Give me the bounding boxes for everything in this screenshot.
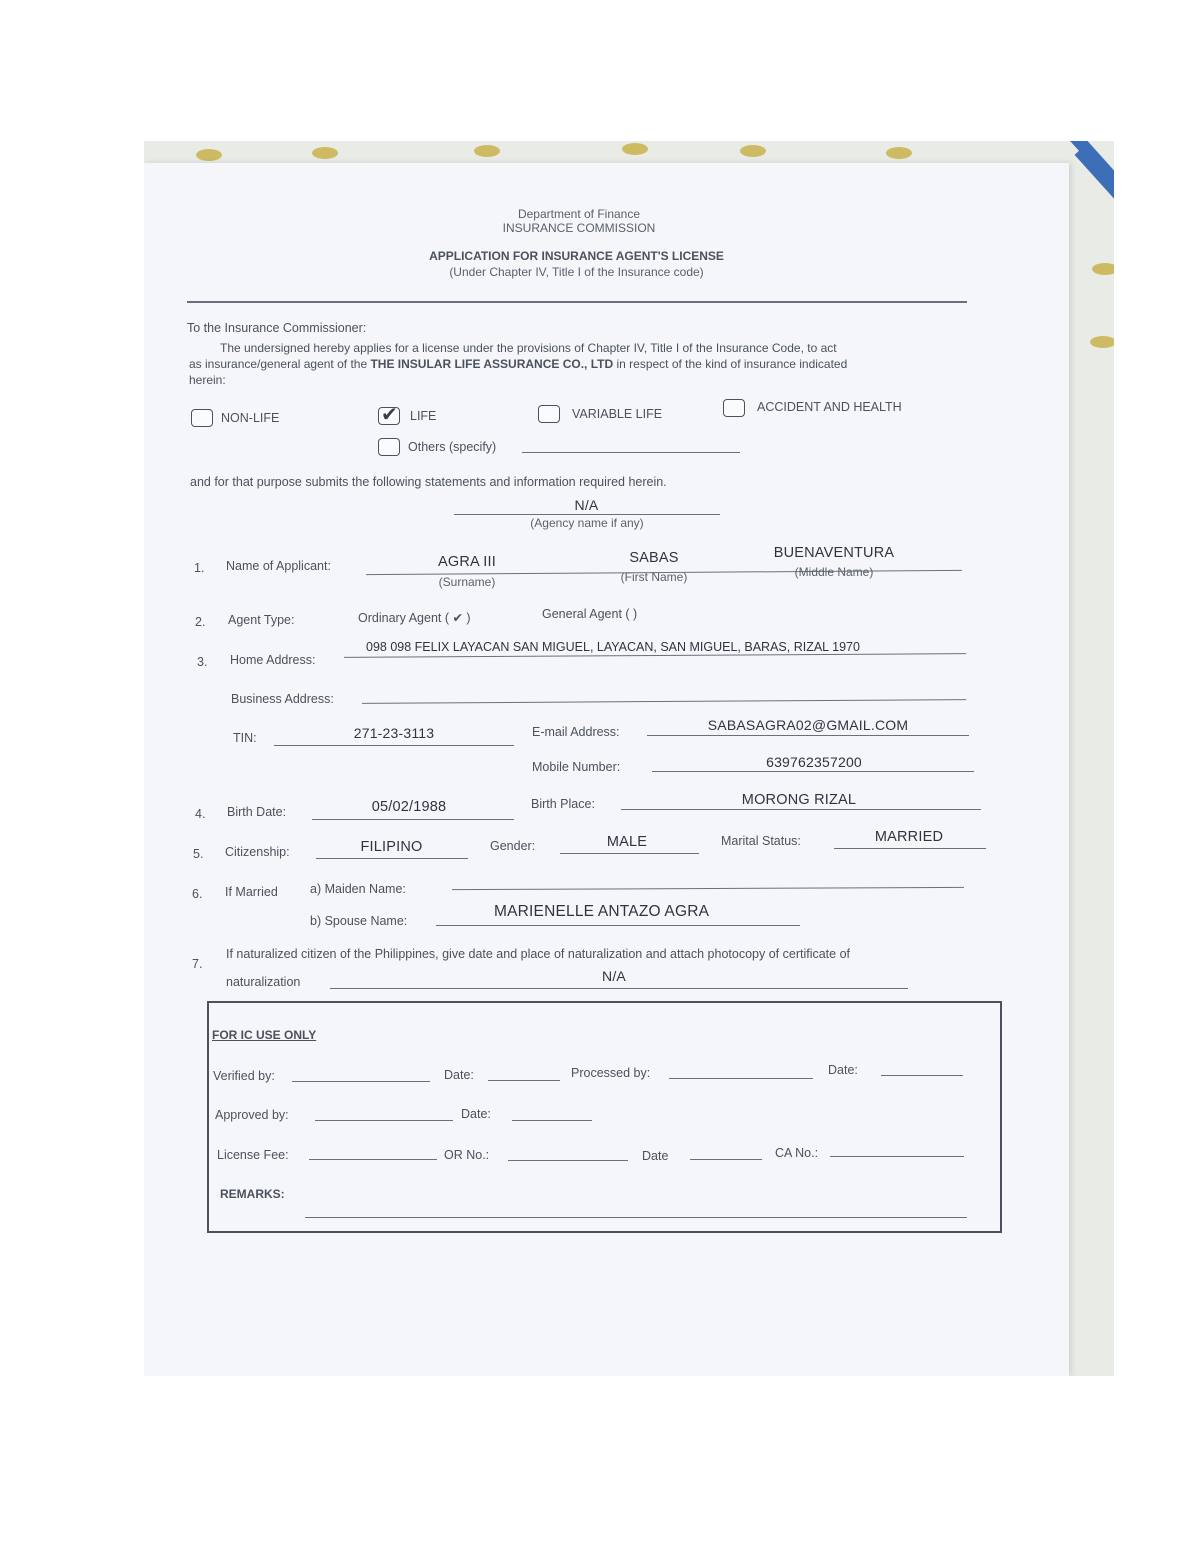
others-label: Others (specify) [408,440,497,454]
item-number-2: 2. [195,615,206,629]
table-dot [740,145,766,157]
birth-place-line [621,809,981,810]
approved-date-label: Date: [461,1107,491,1121]
table-dot [622,143,648,155]
variable-life-label: VARIABLE LIFE [572,407,663,421]
first-name-caption: (First Name) [620,570,688,584]
ic-use-only-title: FOR IC USE ONLY [212,1028,317,1042]
first-name-value: SABAS [629,550,679,566]
naturalization-value: N/A [602,968,626,984]
applicant-name-label: Name of Applicant: [226,559,331,573]
middle-name-caption: (Middle Name) [794,565,874,579]
form-title: APPLICATION FOR INSURANCE AGENT'S LICENSE [429,249,724,263]
marital-status-label: Marital Status: [721,834,801,848]
remarks-label: REMARKS: [220,1187,285,1201]
or-date-line [690,1159,762,1160]
mobile-line [652,771,974,772]
table-dot [1090,336,1114,348]
birth-date-line [312,819,514,820]
photo-background [144,141,1114,1376]
check-icon: ✔ [381,402,398,426]
ca-number-line [830,1156,964,1157]
naturalized-line-2: naturalization [226,975,301,989]
tin-line [274,745,514,746]
ca-number-label: CA No.: [775,1146,819,1160]
others-specify-line [522,452,740,453]
table-dot [196,149,222,161]
gender-label: Gender: [490,839,536,853]
agent-type-label: Agent Type: [228,613,295,627]
general-agent-option[interactable]: General Agent ( ) [542,607,638,621]
form-subtitle: (Under Chapter IV, Title I of the Insurance code) [449,265,704,279]
home-address-label: Home Address: [230,653,316,667]
non-life-label: NON-LIFE [221,411,280,425]
variable-life-checkbox[interactable] [538,405,560,423]
email-value: SABASAGRA02@GMAIL.COM [707,717,909,733]
item-number-7: 7. [192,957,203,971]
item-number-4: 4. [195,807,206,821]
processed-by-label: Processed by: [571,1066,651,1080]
approved-by-line [315,1120,453,1121]
verified-date-label: Date: [444,1068,474,1082]
maiden-name-line [452,887,964,890]
citizenship-line [316,858,468,859]
ordinary-agent-option[interactable]: Ordinary Agent ( ✔ ) [358,611,471,625]
marital-status-line [834,848,986,849]
non-life-checkbox[interactable] [191,409,213,427]
remarks-line [305,1217,967,1218]
item-number-6: 6. [192,887,203,901]
life-checkbox[interactable] [378,402,400,426]
citizenship-value: FILIPINO [360,839,423,855]
tin-value: 271-23-3113 [353,725,435,741]
email-label: E-mail Address: [532,725,620,739]
birth-date-label: Birth Date: [227,805,287,819]
middle-name-value: BUENAVENTURA [773,545,895,561]
others-checkbox[interactable] [378,438,400,456]
surname-caption: (Surname) [438,575,496,589]
processed-date-label: Date: [828,1063,858,1077]
business-address-line [362,699,966,704]
intro-line-2 [189,357,847,371]
gender-value: MALE [606,834,648,850]
or-date-label: Date [642,1149,669,1163]
dept-name: Department of Finance [517,207,641,221]
salutation: To the Insurance Commissioner: [187,321,367,335]
intro-line-2b: in respect of the kind of insurance indicated [613,357,848,371]
approved-date-line [512,1120,592,1121]
verified-date-line [488,1080,560,1081]
or-number-line [508,1160,628,1161]
processed-by-line [669,1078,813,1079]
verified-by-label: Verified by: [213,1069,275,1083]
license-fee-label: License Fee: [217,1148,289,1162]
spouse-name-value: MARIENELLE ANTAZO AGRA [494,903,710,920]
header-divider [187,301,967,303]
ic-use-only-box [207,1001,1002,1233]
agency-name-caption: (Agency name if any) [530,516,644,530]
mobile-value: 639762357200 [766,754,862,770]
email-line [647,735,969,736]
accident-health-label: ACCIDENT AND HEALTH [757,400,902,414]
item-number-1: 1. [194,561,205,575]
agency-name-value: N/A [574,497,599,513]
application-form-sheet [144,163,1069,1376]
company-name: THE INSULAR LIFE ASSURANCE CO., LTD [370,357,614,371]
tin-label: TIN: [233,731,257,745]
table-dot [312,147,338,159]
intro-line-1: The undersigned hereby applies for a license under the provisions of Chapter IV, Title I of the Insurance Code, to act [220,341,837,355]
or-number-label: OR No.: [444,1148,490,1162]
life-label: LIFE [410,409,437,423]
item-number-3: 3. [197,655,208,669]
license-fee-line [309,1159,437,1160]
processed-date-line [881,1075,963,1076]
table-dot [1092,263,1114,275]
spouse-name-line [436,925,800,926]
birth-place-label: Birth Place: [531,797,595,811]
agency-name-line [454,514,720,515]
intro-line-2a: as insurance/general agent of the [189,357,371,371]
business-address-label: Business Address: [231,692,334,706]
approved-by-label: Approved by: [215,1108,289,1122]
birth-place-value: MORONG RIZAL [741,792,857,808]
naturalized-line-1: If naturalized citizen of the Philippines, give date and place of naturalization and attach photocopy of certificate of [226,947,851,961]
verified-by-line [292,1081,430,1082]
gender-line [560,853,699,854]
spouse-name-label: b) Spouse Name: [310,914,408,928]
table-dot [886,147,912,159]
home-address-value: 098 098 FELIX LAYACAN SAN MIGUEL, LAYACAN, SAN MIGUEL, BARAS, RIZAL 1970 [366,640,860,654]
surname-value: AGRA III [437,554,496,570]
item-number-5: 5. [193,847,204,861]
accident-health-checkbox[interactable] [723,399,745,417]
if-married-label: If Married [225,885,278,899]
birth-date-value: 05/02/1988 [371,799,447,815]
maiden-name-label: a) Maiden Name: [310,882,406,896]
commission-name: INSURANCE COMMISSION [502,221,656,235]
marital-status-value: MARRIED [874,829,944,845]
mobile-label: Mobile Number: [532,760,621,774]
table-dot [474,145,500,157]
naturalization-line [330,988,908,989]
citizenship-label: Citizenship: [225,845,290,859]
purpose-text: and for that purpose submits the following statements and information required herein. [190,475,667,489]
intro-line-3: herein: [189,373,226,387]
